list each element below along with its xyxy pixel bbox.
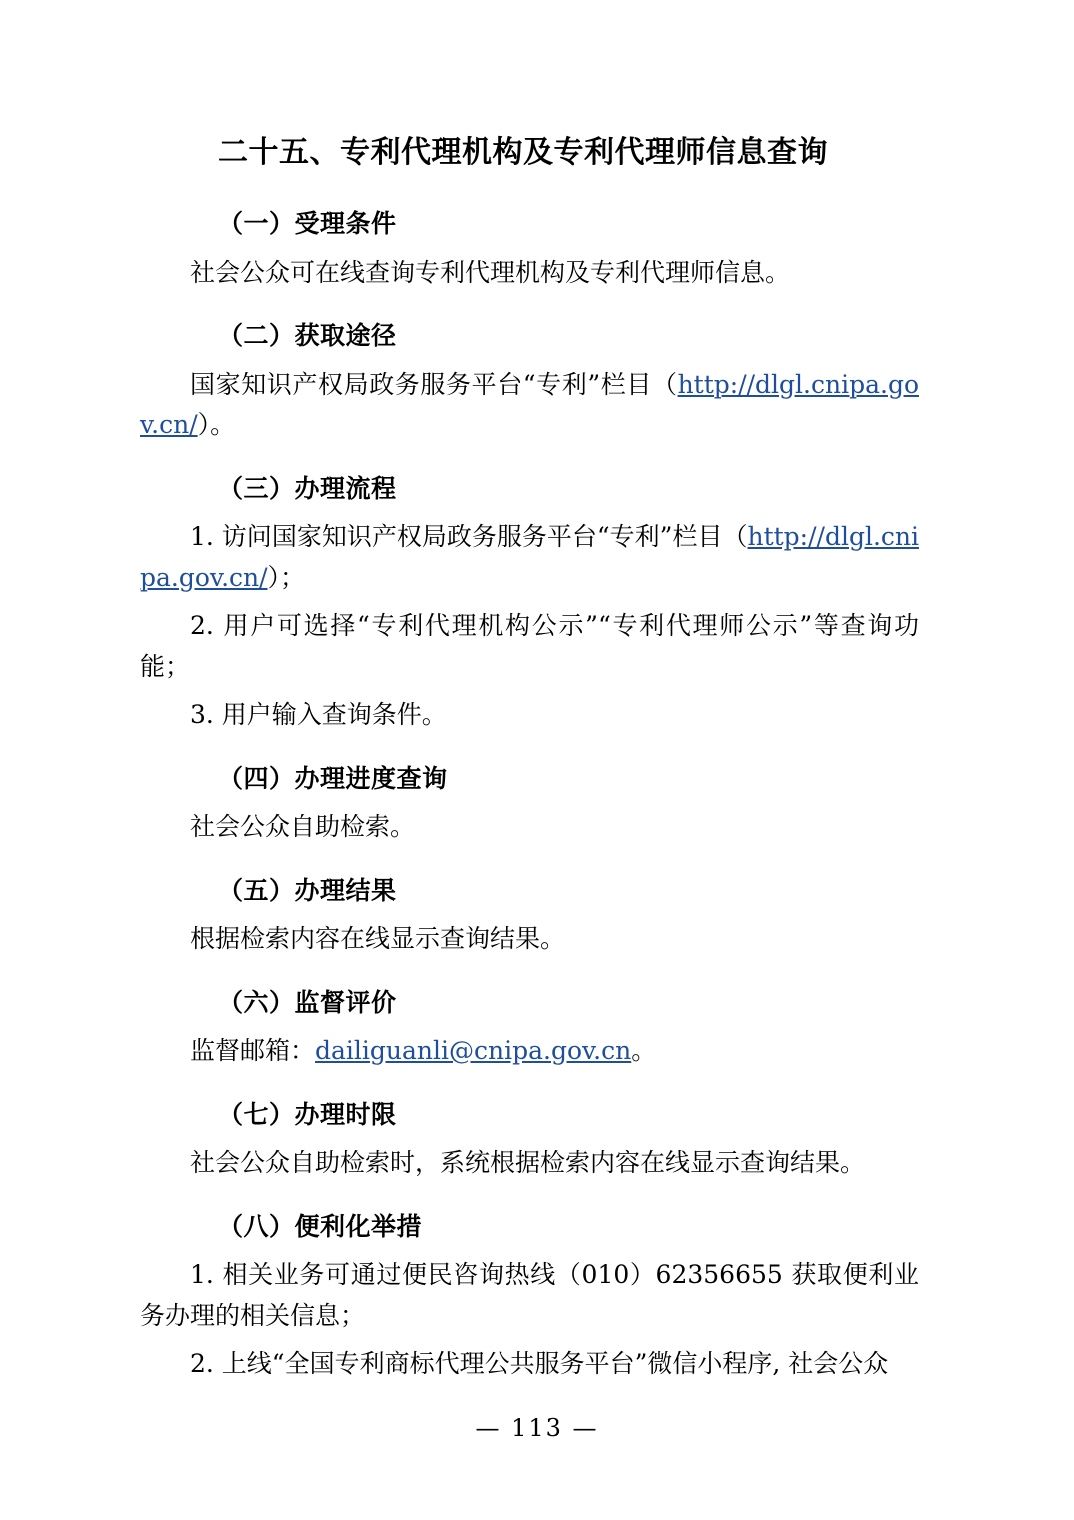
paragraph-process-step-1 — [140, 517, 919, 598]
paragraph-process-step-2: 2. 用户可选择“专利代理机构公示”“专利代理师公示”等查询功能； — [140, 611, 919, 681]
process-step-1-prefix: 1. 访问国家知识产权局政务服务平台“专利”栏目（ — [190, 522, 748, 551]
paragraph-time-limit: 社会公众自助检索时，系统根据检索内容在线显示查询结果。 — [190, 1148, 866, 1177]
section-heading-result: （五）办理结果 — [218, 875, 397, 905]
paragraph-progress-query: 社会公众自助检索。 — [190, 812, 416, 841]
paragraph-supervision — [140, 1031, 919, 1072]
supervision-suffix: 。 — [631, 1036, 657, 1065]
link-dlgl-portal-step1[interactable]: http://dlgl.cnipa.gov.cn/ — [140, 522, 919, 592]
paragraph-convenience-measure-1: 1. 相关业务可通过便民咨询热线（010）62356655 获取便利业务办理的相关信息； — [140, 1260, 919, 1330]
link-dlgl-portal[interactable]: http://dlgl.cnipa.gov.cn/ — [140, 369, 919, 439]
link-supervision-email[interactable]: dailiguanli@cnipa.gov.cn — [315, 1036, 632, 1065]
access-channel-suffix: ）。 — [197, 410, 236, 439]
section-heading-convenience-measures: （八）便利化举措 — [218, 1211, 423, 1241]
section-heading-time-limit: （七）办理时限 — [218, 1099, 397, 1129]
page-title: 二十五、专利代理机构及专利代理师信息查询 — [218, 135, 828, 170]
paragraph-acceptance-conditions: 社会公众可在线查询专利代理机构及专利代理师信息。 — [190, 257, 791, 287]
process-step-1-suffix: ）； — [267, 562, 306, 592]
page-number: — 113 — — [475, 1414, 599, 1442]
supervision-prefix: 监督邮箱： — [190, 1036, 316, 1065]
paragraph-result: 根据检索内容在线显示查询结果。 — [190, 924, 566, 953]
paragraph-convenience-measure-2: 2. 上线“全国专利商标代理公共服务平台”微信小程序, 社会公众 — [190, 1349, 889, 1378]
section-heading-access-channel: （二）获取途径 — [218, 321, 397, 350]
paragraph-access-channel — [140, 365, 919, 446]
section-heading-process-flow: （三）办理流程 — [218, 473, 397, 503]
section-heading-acceptance-conditions: （一）受理条件 — [218, 209, 397, 238]
access-channel-prefix: 国家知识产权局政务服务平台“专利”栏目（ — [190, 369, 678, 399]
paragraph-process-step-3: 3. 用户输入查询条件。 — [190, 700, 447, 729]
section-heading-supervision: （六）监督评价 — [218, 987, 397, 1017]
section-heading-progress-query: （四）办理进度查询 — [218, 763, 448, 793]
